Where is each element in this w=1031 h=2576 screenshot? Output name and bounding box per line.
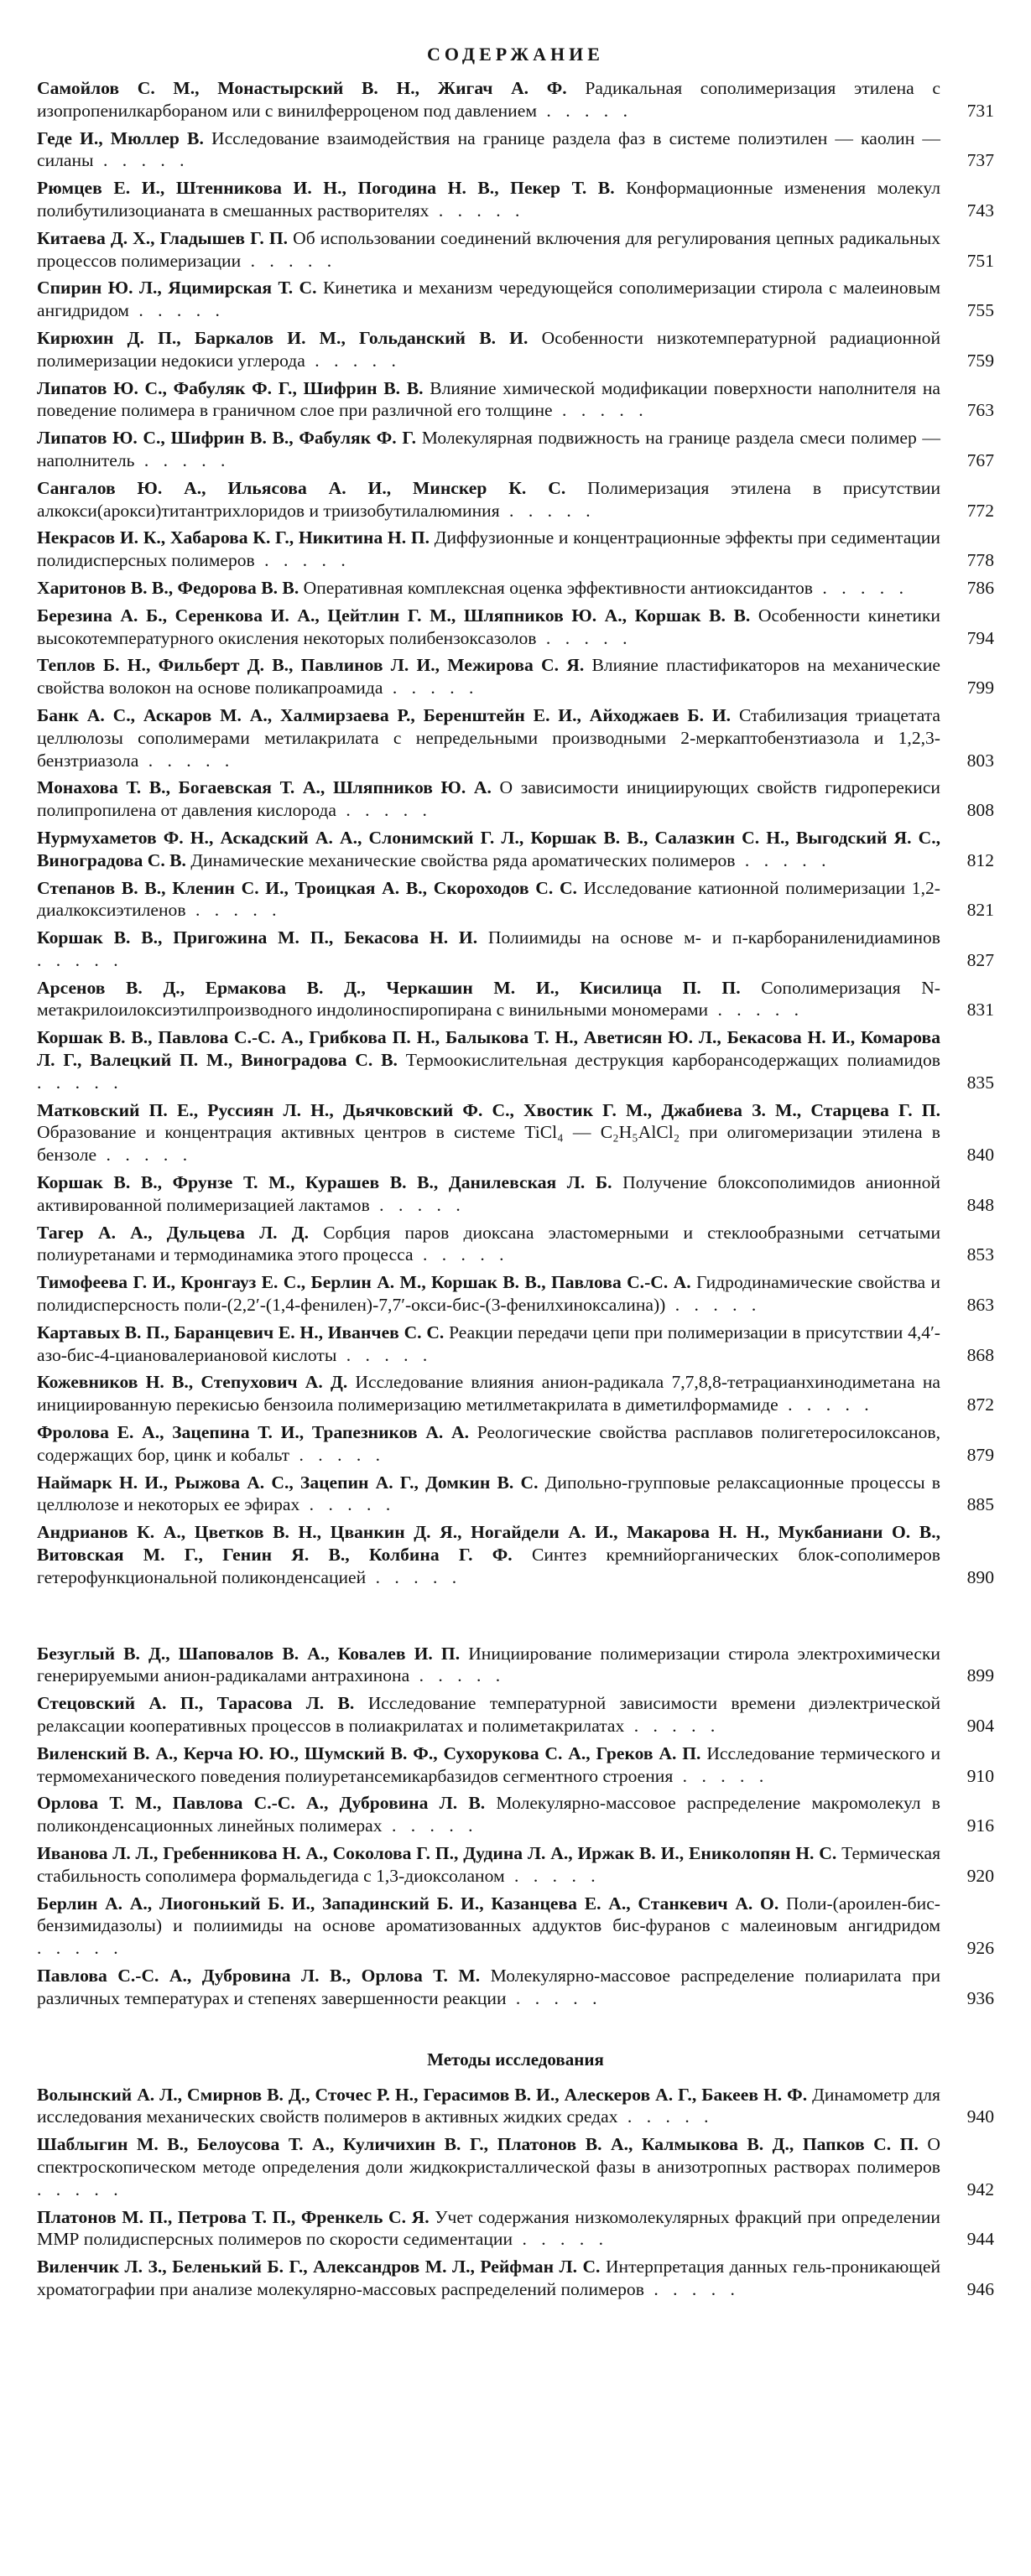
toc-section-short xyxy=(37,1643,994,2010)
toc-entry-text xyxy=(37,1222,940,1267)
toc-entry-authors: Тимофеева Г. И., Кронгауз Е. С., Берлин А. М., Коршак В. В., Павлова С.-С. А. xyxy=(37,1272,691,1293)
toc-entry-title: Оперативная комплексная оценка эффективности антиоксидантов xyxy=(303,577,813,598)
toc-leader-dots: . . . . . xyxy=(413,1244,509,1265)
toc-entry-title: Исследование влияния анион-радикала 7,7,8,8-тетрацианхинодиметана на инициированную перекисью бензоила полимеризацию метилметакрилата в диметилформамиде xyxy=(37,1372,940,1415)
toc-entry-text xyxy=(37,2133,940,2200)
toc-leader-dots: . . . . . xyxy=(537,100,633,121)
toc-leader-dots: . . . . . xyxy=(299,1494,396,1515)
toc-entry[interactable] xyxy=(37,1271,994,1317)
toc-entry-title: Влияние химической модификации поверхности наполнителя на поведение полимера в граничном слое при различной его толщине xyxy=(37,377,940,421)
toc-entry-text xyxy=(37,1371,940,1416)
toc-entry[interactable] xyxy=(37,1965,994,2010)
toc-entry[interactable] xyxy=(37,654,994,699)
toc-entry-title: Дипольно-групповые релаксационные процессы в целлюлозе и некоторых ее эфирах xyxy=(37,1472,940,1515)
toc-entry-text xyxy=(37,2256,940,2301)
toc-entry[interactable] xyxy=(37,1421,994,1467)
toc-entry[interactable] xyxy=(37,977,994,1022)
toc-entry-title: Реологические свойства расплавов полигетеросилоксанов, содержащих бор, цинк и кобальт xyxy=(37,1422,940,1465)
toc-leader-dots: . . . . . xyxy=(665,1295,762,1316)
toc-entry-page-number: 848 xyxy=(966,1194,994,1215)
toc-entry-text xyxy=(37,227,940,273)
toc-entry-text xyxy=(37,1421,940,1467)
toc-entry-text xyxy=(37,477,940,522)
toc-entry-page-number: 821 xyxy=(966,900,994,921)
toc-leader-dots: . . . . . xyxy=(552,400,648,421)
toc-leader-dots: . . . . . xyxy=(513,2229,609,2250)
toc-entry-title: Термическая стабильность сополимера формальдегида с 1,3-диоксоланом xyxy=(37,1842,940,1886)
toc-entry-authors: Виленчик Л. З., Беленький Б. Г., Александров М. Л., Рейфман Л. С. xyxy=(37,2257,601,2277)
toc-entry-authors: Безуглый В. Д., Шаповалов В. А., Ковалев И. П. xyxy=(37,1643,461,1664)
toc-leader-dots: . . . . . xyxy=(366,1566,462,1587)
toc-leader-dots: . . . . . xyxy=(617,2106,714,2127)
toc-entry-text xyxy=(37,1322,940,1367)
toc-entry-page-number: 946 xyxy=(966,2278,994,2299)
toc-entry-authors: Нурмухаметов Ф. Н., Аскадский А. А., Слонимский Г. Л., Коршак В. В., Салазкин С. Н., Выгодский Я. С., Виноградова С. В. xyxy=(37,827,940,870)
toc-leader-dots: . . . . . xyxy=(241,250,337,271)
toc-entry[interactable] xyxy=(37,77,994,122)
toc-entry-text xyxy=(37,1099,940,1166)
toc-leader-dots: . . . . . xyxy=(504,1865,601,1886)
toc-leader-dots: . . . . . xyxy=(409,1665,506,1686)
toc-entry-text xyxy=(37,977,940,1022)
toc-entry-title: О зависимости инициирующих свойств гидроперекиси полипропилена от давления кислорода xyxy=(37,777,940,821)
toc-entry-title: Особенности низкотемпературной радиационной полимеризации недокиси углерода xyxy=(37,327,940,371)
toc-entry-text xyxy=(37,2206,940,2251)
toc-entry-title: Влияние пластификаторов на механические свойства волокон на основе поликапроамида xyxy=(37,655,940,699)
toc-entry-text xyxy=(37,177,940,222)
toc-entry-page-number: 808 xyxy=(966,800,994,821)
toc-leader-dots: . . . . . xyxy=(382,1815,478,1836)
toc-entry-text xyxy=(37,927,940,972)
toc-entry-authors: Коршак В. В., Пригожина М. П., Бекасова Н. И. xyxy=(37,927,478,948)
toc-entry-authors: Банк А. С., Аскаров М. А., Халмирзаева Р., Беренштейн Е. И., Айходжаев Б. И. xyxy=(37,704,732,725)
toc-entry-page-number: 772 xyxy=(966,500,994,521)
toc-section-methods xyxy=(37,2084,994,2301)
toc-leader-dots: . . . . . xyxy=(735,849,831,870)
toc-entry-page-number: 751 xyxy=(966,250,994,271)
toc-entry[interactable] xyxy=(37,427,994,472)
toc-entry-page-number: 910 xyxy=(966,1765,994,1786)
toc-entry-page-number: 863 xyxy=(966,1295,994,1316)
toc-entry-authors: Геде И., Мюллер В. xyxy=(37,127,204,148)
toc-entry-page-number: 940 xyxy=(966,2106,994,2127)
toc-entry-authors: Березина А. Б., Серенкова И. А., Цейтлин Г. М., Шляпников Ю. А., Коршак В. В. xyxy=(37,605,751,626)
toc-entry-title: Получение блоксополимидов анионной активированной полимеризацией лактамов xyxy=(37,1172,940,1215)
toc-entry[interactable] xyxy=(37,1222,994,1267)
toc-entry[interactable] xyxy=(37,227,994,273)
toc-entry-text xyxy=(37,277,940,322)
toc-entry-text xyxy=(37,1026,940,1093)
toc-entry-authors: Арсенов В. Д., Ермакова В. Д., Черкашин М. И., Кисилица П. П. xyxy=(37,977,741,998)
toc-leader-dots: . . . . . xyxy=(134,449,231,470)
toc-entry-text xyxy=(37,605,940,650)
toc-entry[interactable] xyxy=(37,704,994,771)
toc-entry-authors: Андрианов К. А., Цветков В. Н., Цванкин Д. Я., Ногайдели А. И., Макарова Н. Н., Мукбаниани О. В., Витовская М. Г., Генин Я. В., Колбина Г. Ф. xyxy=(37,1522,940,1566)
toc-entry-title: Кинетика и механизм чередующейся сополимеризации стирола с малеиновым ангидридом xyxy=(37,278,940,321)
toc-entry-page-number: 840 xyxy=(966,1145,994,1166)
toc-entry-title: Полимеризация этилена в присутствии алкокси(арокси)титантрихлоридов и триизобутилалюминия xyxy=(37,477,940,521)
toc-entry-authors: Некрасов И. К., Хабарова К. Г., Никитина Н. П. xyxy=(37,527,430,548)
toc-entry[interactable] xyxy=(37,1842,994,1888)
toc-entry-text xyxy=(37,527,940,572)
toc-entry[interactable] xyxy=(37,277,994,322)
toc-leader-dots: . . . . . xyxy=(383,678,479,699)
toc-entry-page-number: 803 xyxy=(966,750,994,771)
toc-entry-title: Учет содержания низкомолекулярных фракций при определении ММР полидисперсных полимеров по скорости седиментации xyxy=(37,2206,940,2250)
toc-entry-page-number: 827 xyxy=(966,949,994,970)
toc-entry-title: Поли-(ароилен-бис-бензимидазолы) и полиимиды на основе ароматизованных аддуктов бис-фуранов с малеиновым ангидридом xyxy=(37,1893,940,1936)
toc-entry-authors: Кожевников Н. В., Степухович А. Д. xyxy=(37,1372,348,1393)
toc-entry-title: Динамические механические свойства ряда ароматических полимеров xyxy=(190,849,736,870)
toc-entry-title: Стабилизация триацетата целлюлозы сополимерами метилакрилата с непредельными производными 2-меркаптобензтиазола и 1,2,3-бензтриазола xyxy=(37,704,941,771)
toc-leader-dots: . . . . . xyxy=(37,949,123,970)
toc-entry-text xyxy=(37,77,940,122)
toc-entry-authors: Павлова С.-С. А., Дубровина Л. В., Орлова Т. М. xyxy=(37,1965,481,1986)
toc-entry-authors: Иванова Л. Л., Гребенникова Н. А., Соколова Г. П., Дудина Л. А., Иржак В. И., Ениколопян Н. С. xyxy=(37,1842,837,1863)
toc-entry-text xyxy=(37,1472,940,1517)
toc-leader-dots: . . . . . xyxy=(673,1765,769,1786)
toc-entry-authors: Сангалов Ю. А., Ильясова А. И., Минскер К. С. xyxy=(37,477,566,498)
toc-entry-text xyxy=(37,427,940,472)
toc-entry-title: О спектроскопическом методе определения доли жидкокристаллической фазы в анизотропных растворах полимеров xyxy=(37,2134,940,2177)
toc-leader-dots: . . . . . xyxy=(336,800,432,821)
toc-entry-page-number: 743 xyxy=(966,200,994,221)
toc-entry-authors: Стецовский А. П., Тарасова Л. В. xyxy=(37,1693,355,1714)
toc-entry-title: Молекулярная подвижность на границе раздела смеси полимер — наполнитель xyxy=(37,428,941,470)
toc-entry-title: Исследование взаимодействия на границе раздела фаз в системе полиэтилен — каолин — силаны xyxy=(37,127,940,171)
toc-leader-dots: . . . . . xyxy=(499,500,596,521)
toc-entry-page-number: 763 xyxy=(966,400,994,421)
toc-entry-title: Гидродинамические свойства и полидисперсность поли-(2,2′-(1,4-фенилен)-7,7′-окси-бис-(3-фенилхиноксалина)) xyxy=(37,1272,940,1316)
toc-leader-dots: . . . . . xyxy=(37,2179,123,2199)
toc-entry[interactable] xyxy=(37,1792,994,1837)
toc-leader-dots: . . . . . xyxy=(369,1194,466,1215)
toc-entry-title: Диффузионные и концентрационные эффекты при седиментации полидисперсных полимеров xyxy=(37,527,940,571)
toc-entry-authors: Коршак В. В., Фрунзе Т. М., Курашев В. В., Данилевская Л. Б. xyxy=(37,1172,612,1193)
toc-entry-title: Конформационные изменения молекул полибутилизоцианата в смешанных растворителях xyxy=(37,178,940,221)
toc-entry[interactable] xyxy=(37,1026,994,1093)
toc-leader-dots: . . . . . xyxy=(128,300,225,321)
toc-entry-title: Особенности кинетики высокотемпературного окисления некоторых полибензоксазолов xyxy=(37,605,940,648)
toc-entry-text xyxy=(37,1692,940,1737)
toc-entry-title: Молекулярно-массовое распределение макромолекул в поликонденсационных линейных полимерах xyxy=(37,1793,941,1836)
toc-leader-dots: . . . . . xyxy=(96,1145,193,1166)
toc-entry-page-number: 767 xyxy=(966,449,994,470)
toc-entry[interactable] xyxy=(37,2084,994,2129)
toc-entry-authors: Самойлов С. М., Монастырский В. Н., Жигач А. Ф. xyxy=(37,78,567,98)
toc-entry-authors: Волынский А. Л., Смирнов В. Д., Сточес Р. Н., Герасимов В. И., Алескеров А. Г., Бакеев Н. Ф. xyxy=(37,2084,808,2105)
toc-leader-dots: . . . . . xyxy=(138,750,235,771)
toc-entry[interactable] xyxy=(37,2133,994,2200)
toc-entry-page-number: 916 xyxy=(966,1815,994,1836)
toc-entry-authors: Китаева Д. Х., Гладышев Г. П. xyxy=(37,227,289,248)
toc-entry-title: Молекулярно-массовое распределение полиарилата при различных температурах и степенях завершенности реакции xyxy=(37,1965,940,2008)
toc-entry-text xyxy=(37,877,940,922)
toc-entry[interactable] xyxy=(37,2256,994,2301)
toc-section-main xyxy=(37,77,994,1589)
toc-entry-text xyxy=(37,654,940,699)
toc-entry[interactable] xyxy=(37,1643,994,1688)
toc-entry-page-number: 944 xyxy=(966,2229,994,2250)
toc-entry-page-number: 879 xyxy=(966,1444,994,1465)
toc-entry-text xyxy=(37,1742,940,1788)
toc-entry-page-number: 868 xyxy=(966,1344,994,1365)
toc-leader-dots: . . . . . xyxy=(37,1072,123,1093)
toc-entry-authors: Рюмцев Е. И., Штенникова И. Н., Погодина Н. В., Пекер Т. В. xyxy=(37,178,615,199)
toc-entry-authors: Шаблыгин М. В., Белоусова Т. А., Куличихин В. Г., Платонов В. А., Калмыкова В. Д., Папков С. П. xyxy=(37,2134,919,2155)
toc-entry-authors: Платонов М. П., Петрова Т. П., Френкель С. Я. xyxy=(37,2206,430,2227)
toc-entry-title: Образование и концентрация активных центров в системе TiCl₄ — C₂H₅AlCl₂ при олигомеризации этилена в бензоле xyxy=(37,1122,940,1166)
toc-entry-page-number: 885 xyxy=(966,1494,994,1515)
toc-entry[interactable] xyxy=(37,327,994,372)
section-gap xyxy=(37,1594,994,1643)
toc-leader-dots: . . . . . xyxy=(536,627,633,648)
toc-entry-title: Инициирование полимеризации стирола электрохимически генерируемыми анион-радикалами антрахинона xyxy=(37,1643,940,1686)
toc-entry[interactable] xyxy=(37,1521,994,1588)
toc-entry-page-number: 926 xyxy=(966,1938,994,1959)
toc-entry-text xyxy=(37,1271,940,1317)
toc-entry-text xyxy=(37,577,940,600)
toc-entry-title: Синтез кремнийорганических блок-сополимеров гетерофункциональной поликонденсацией xyxy=(37,1545,940,1587)
toc-leader-dots: . . . . . xyxy=(336,1344,433,1365)
toc-entry-page-number: 799 xyxy=(966,678,994,699)
toc-entry[interactable] xyxy=(37,605,994,650)
toc-entry-authors: Картавых В. П., Баранцевич Е. Н., Иванчев С. С. xyxy=(37,1322,445,1343)
toc-entry[interactable] xyxy=(37,177,994,222)
toc-entry-authors: Харитонов В. В., Федорова В. В. xyxy=(37,577,299,598)
toc-entry-page-number: 872 xyxy=(966,1394,994,1415)
section-heading-methods: Методы исследования xyxy=(427,2049,604,2070)
toc-entry-authors: Монахова Т. В., Богаевская Т. А., Шляпников Ю. А. xyxy=(37,777,492,798)
toc-entry[interactable] xyxy=(37,127,994,173)
toc-entry-authors: Фролова Е. А., Зацепина Т. И., Трапезников А. А. xyxy=(37,1422,470,1443)
toc-entry-page-number: 737 xyxy=(966,150,994,171)
toc-entry-text xyxy=(37,2084,940,2129)
toc-entry-page-number: 755 xyxy=(966,300,994,321)
toc-entry-page-number: 853 xyxy=(966,1244,994,1265)
toc-entry-authors: Кирюхин Д. П., Баркалов И. М., Гольданский В. И. xyxy=(37,327,529,348)
toc-entry-authors: Виленский В. А., Керча Ю. Ю., Шумский В. Ф., Сухорукова С. А., Греков А. П. xyxy=(37,1742,701,1763)
toc-entry[interactable] xyxy=(37,377,994,423)
toc-leader-dots: . . . . . xyxy=(37,1938,123,1959)
toc-entry-title: Радикальная сополимеризация этилена с изопропенилкарбораном или с винилферроценом под давлением xyxy=(37,78,940,121)
toc-entry-title: Интерпретация данных гель-проникающей хроматографии при анализе молекулярно-массовых распределений полимеров xyxy=(37,2257,940,2299)
toc-entry-text xyxy=(37,1893,940,1960)
toc-entry-page-number: 936 xyxy=(966,1987,994,2008)
toc-leader-dots: . . . . . xyxy=(708,1000,804,1021)
toc-entry-authors: Наймарк Н. И., Рыжова А. С., Зацепин А. Г., Домкин В. С. xyxy=(37,1472,539,1493)
toc-entry-page-number: 794 xyxy=(966,627,994,648)
toc-leader-dots: . . . . . xyxy=(305,350,401,371)
toc-entry-page-number: 786 xyxy=(966,577,994,598)
toc-entry-title: Сополимеризация N-метакрилоилоксиэтилпроизводного индолиноспиропирана с винильными мономерами xyxy=(37,977,940,1021)
toc-entry-page-number: 835 xyxy=(966,1072,994,1093)
toc-entry-page-number: 890 xyxy=(966,1566,994,1587)
toc-entry[interactable] xyxy=(37,477,994,522)
toc-entry-text xyxy=(37,776,940,822)
toc-entry-text xyxy=(37,827,940,872)
toc-entry-text xyxy=(37,127,940,173)
toc-leader-dots: . . . . . xyxy=(813,577,909,598)
toc-entry[interactable] xyxy=(37,1171,994,1217)
toc-entry-page-number: 831 xyxy=(966,1000,994,1021)
toc-entry-title: Термоокислительная деструкция карборансодержащих полиамидов xyxy=(405,1050,940,1071)
toc-entry-text xyxy=(37,1842,940,1888)
toc-entry[interactable] xyxy=(37,776,994,822)
toc-leader-dots: . . . . . xyxy=(643,2278,740,2299)
toc-entry-title: Реакции передачи цепи при полимеризации в присутствии 4,4′-азо-бис-4-циановалериановой кислоты xyxy=(37,1322,940,1365)
page-title: СОДЕРЖАНИЕ xyxy=(427,44,604,65)
toc-entry[interactable] xyxy=(37,1322,994,1367)
toc-entry-text xyxy=(37,1521,940,1588)
toc-entry[interactable] xyxy=(37,1371,994,1416)
toc-leader-dots: . . . . . xyxy=(624,1716,721,1736)
toc-entry-authors: Берлин А. А., Лиогонький Б. И., Западинский Б. И., Казанцева Е. А., Станкевич А. О. xyxy=(37,1893,779,1914)
toc-entry-title: Об использовании соединений включения для регулирования цепных радикальных процессов полимеризации xyxy=(37,227,940,271)
toc-entry-text xyxy=(37,1643,940,1688)
toc-leader-dots: . . . . . xyxy=(506,1987,602,2008)
toc-entry-page-number: 899 xyxy=(966,1665,994,1686)
toc-entry-page-number: 942 xyxy=(966,2179,994,2199)
toc-leader-dots: . . . . . xyxy=(93,150,190,171)
toc-entry-text xyxy=(37,327,940,372)
toc-entry-authors: Орлова Т. М., Павлова С.-С. А., Дубровина Л. В. xyxy=(37,1793,486,1814)
toc-entry[interactable] xyxy=(37,1472,994,1517)
toc-entry-page-number: 759 xyxy=(966,350,994,371)
toc-entry-authors: Коршак В. В., Павлова С.-С. А., Грибкова П. Н., Балыкова Т. Н., Аветисян Ю. Л., Бекасова Н. И., Комарова Л. Г., Валецкий П. М., Виноградова С. В. xyxy=(37,1027,940,1071)
toc-leader-dots: . . . . . xyxy=(778,1394,874,1415)
toc-entry-title: Исследование катионной полимеризации 1,2-диалкоксиэтиленов xyxy=(37,877,940,921)
toc-leader-dots: . . . . . xyxy=(289,1444,386,1465)
toc-entry-text xyxy=(37,377,940,423)
toc-entry-title: Исследование термического и термомеханического поведения полиуретансемикарбазидов сегментного строения xyxy=(37,1742,941,1786)
toc-leader-dots: . . . . . xyxy=(429,200,525,221)
toc-entry-authors: Спирин Ю. Л., Яцимирская Т. С. xyxy=(37,278,317,299)
toc-entry-page-number: 731 xyxy=(966,100,994,121)
toc-entry-title: Полиимиды на основе м- и п-карбораниленидиаминов xyxy=(487,927,940,948)
toc-entry[interactable] xyxy=(37,927,994,972)
toc-entry-authors: Теплов Б. Н., Фильберт Д. В., Павлинов Л. И., Межирова С. Я. xyxy=(37,655,585,676)
toc-entry-text xyxy=(37,1171,940,1217)
toc-entry-authors: Степанов В. В., Кленин С. И., Троицкая А. В., Скороходов С. С. xyxy=(37,877,577,898)
toc-entry[interactable] xyxy=(37,1692,994,1737)
toc-entry-authors: Тагер А. А., Дульцева Л. Д. xyxy=(37,1222,310,1243)
toc-entry[interactable] xyxy=(37,2206,994,2251)
toc-entry-authors: Липатов Ю. С., Шифрин В. В., Фабуляк Ф. Г. xyxy=(37,428,417,449)
toc-entry[interactable] xyxy=(37,1099,994,1166)
toc-entry-title: Сорбция паров диоксана эластомерными и стеклообразными сетчатыми полиуретанами и термодинамика этого процесса xyxy=(37,1222,941,1265)
toc-entry[interactable] xyxy=(37,827,994,872)
toc-entry-authors: Липатов Ю. С., Фабуляк Ф. Г., Шифрин В. В. xyxy=(37,377,424,398)
toc-entry-authors: Матковский П. Е., Руссиян Л. Н., Дьячковский Ф. С., Хвостик Г. М., Джабиева З. М., Старцева Г. П. xyxy=(37,1099,940,1120)
toc-entry-page-number: 778 xyxy=(966,550,994,571)
toc-entry-text xyxy=(37,704,940,771)
toc-entry[interactable] xyxy=(37,577,994,600)
toc-entry-title: Динамометр для исследования механических свойств полимеров в активных жидких средах xyxy=(37,2084,940,2127)
toc-entry-page-number: 920 xyxy=(966,1865,994,1886)
toc-entry[interactable] xyxy=(37,527,994,572)
toc-entry-text xyxy=(37,1792,940,1837)
toc-entry-page-number: 812 xyxy=(966,849,994,870)
toc-entry[interactable] xyxy=(37,1742,994,1788)
toc-entry[interactable] xyxy=(37,1893,994,1960)
toc-leader-dots: . . . . . xyxy=(185,900,282,921)
toc-entry[interactable] xyxy=(37,877,994,922)
toc-entry-title: Исследование температурной зависимости времени диэлектрической релаксации кооперативных процессов в полиакрилатах и полиметакрилатах xyxy=(37,1693,940,1736)
toc-entry-page-number: 904 xyxy=(966,1716,994,1736)
toc-leader-dots: . . . . . xyxy=(254,550,351,571)
toc-entry-text xyxy=(37,1965,940,2010)
